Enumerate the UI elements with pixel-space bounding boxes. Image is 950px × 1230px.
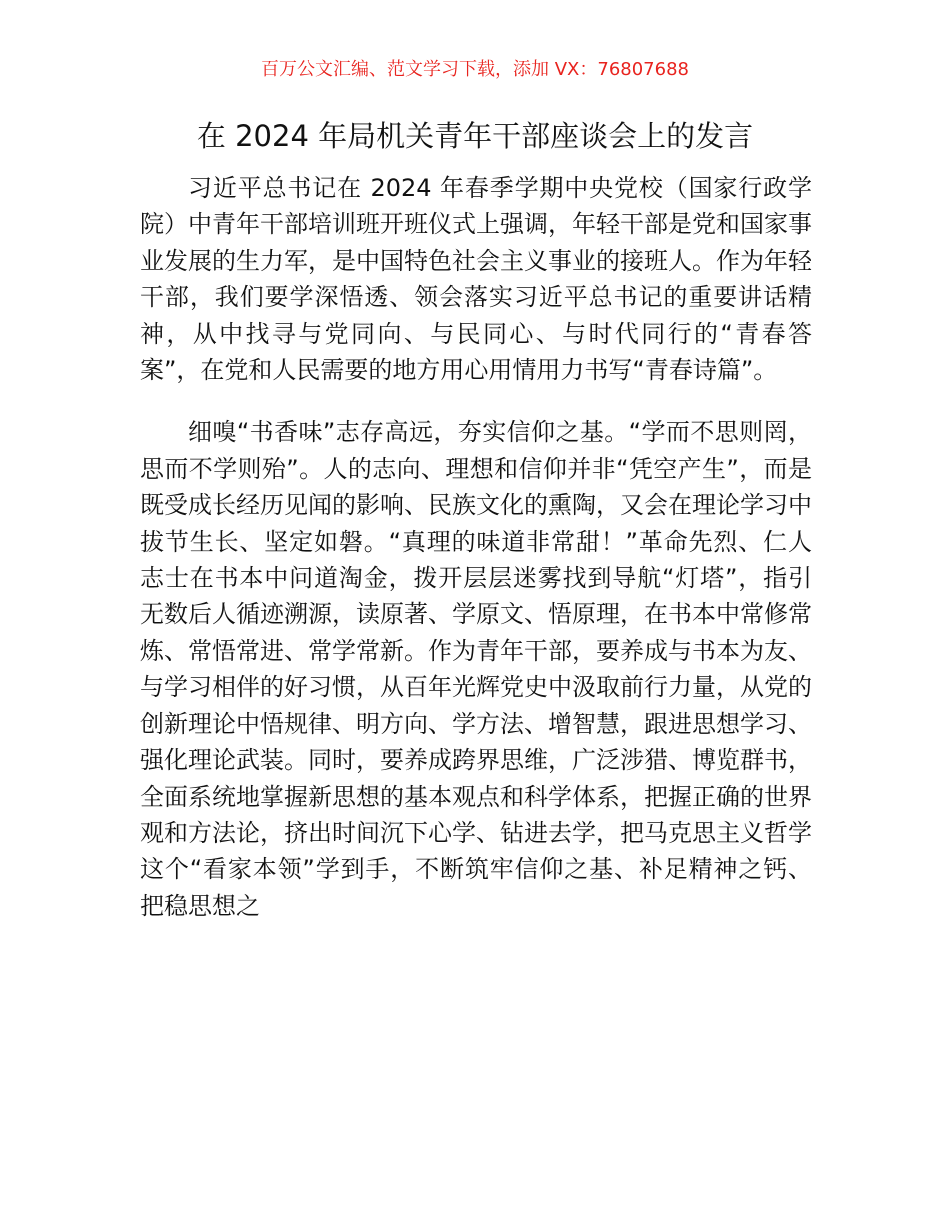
paragraph-2: 细嗅“书香味”志存高远，夯实信仰之基。“学而不思则罔，思而不学则殆”。人的志向、理想和信仰并非“凭空产生”，而是既受成长经历见闻的影响、民族文化的熏陶，又会在理论学习中拔节生长、坚定如磐。“真理的味道非常甜！”革命先烈、仁人志士在书本中问道淘金，拨开层层迷雾找到导航“灯塔”，指引无数后人循迹溯源，读原著、学原文、悟原理，在书本中常修常炼、常悟常进、常学常新。作为青年干部，要养成与书本为友、与学习相伴的好习惯，从百年光辉党史中汲取前行力量，从党的创新理论中悟规律、明方向、学方法、增智慧，跟进思想学习、强化理论武装。同时，要养成跨界思维，广泛涉猎、博览群书，全面系统地掌握新思想的基本观点和科学体系，把握正确的世界观和方法论，挤出时间沉下心学、钻进去学，把马克思主义哲学这个“看家本领”学到手，不断筑牢信仰之基、补足精神之钙、把稳思想之 — [140, 418, 812, 920]
paragraph-1: 习近平总书记在 2024 年春季学期中央党校（国家行政学院）中青年干部培训班开班仪式上强调，年轻干部是党和国家事业发展的生力军，是中国特色社会主义事业的接班人。作为年轻干部，我们要学深悟透、领会落实习近平总书记的重要讲话精神，从中找寻与党同向、与民同心、与时代同行的“青春答案”，在党和人民需要的地方用心用情用力书写“青春诗篇”。 — [140, 174, 812, 385]
document-body — [140, 170, 812, 924]
document-title: 在 2024 年局机关青年干部座谈会上的发言 — [196, 119, 754, 153]
header-banner: 百万公文汇编、范文学习下载，添加 VX：76807688 — [261, 59, 689, 80]
